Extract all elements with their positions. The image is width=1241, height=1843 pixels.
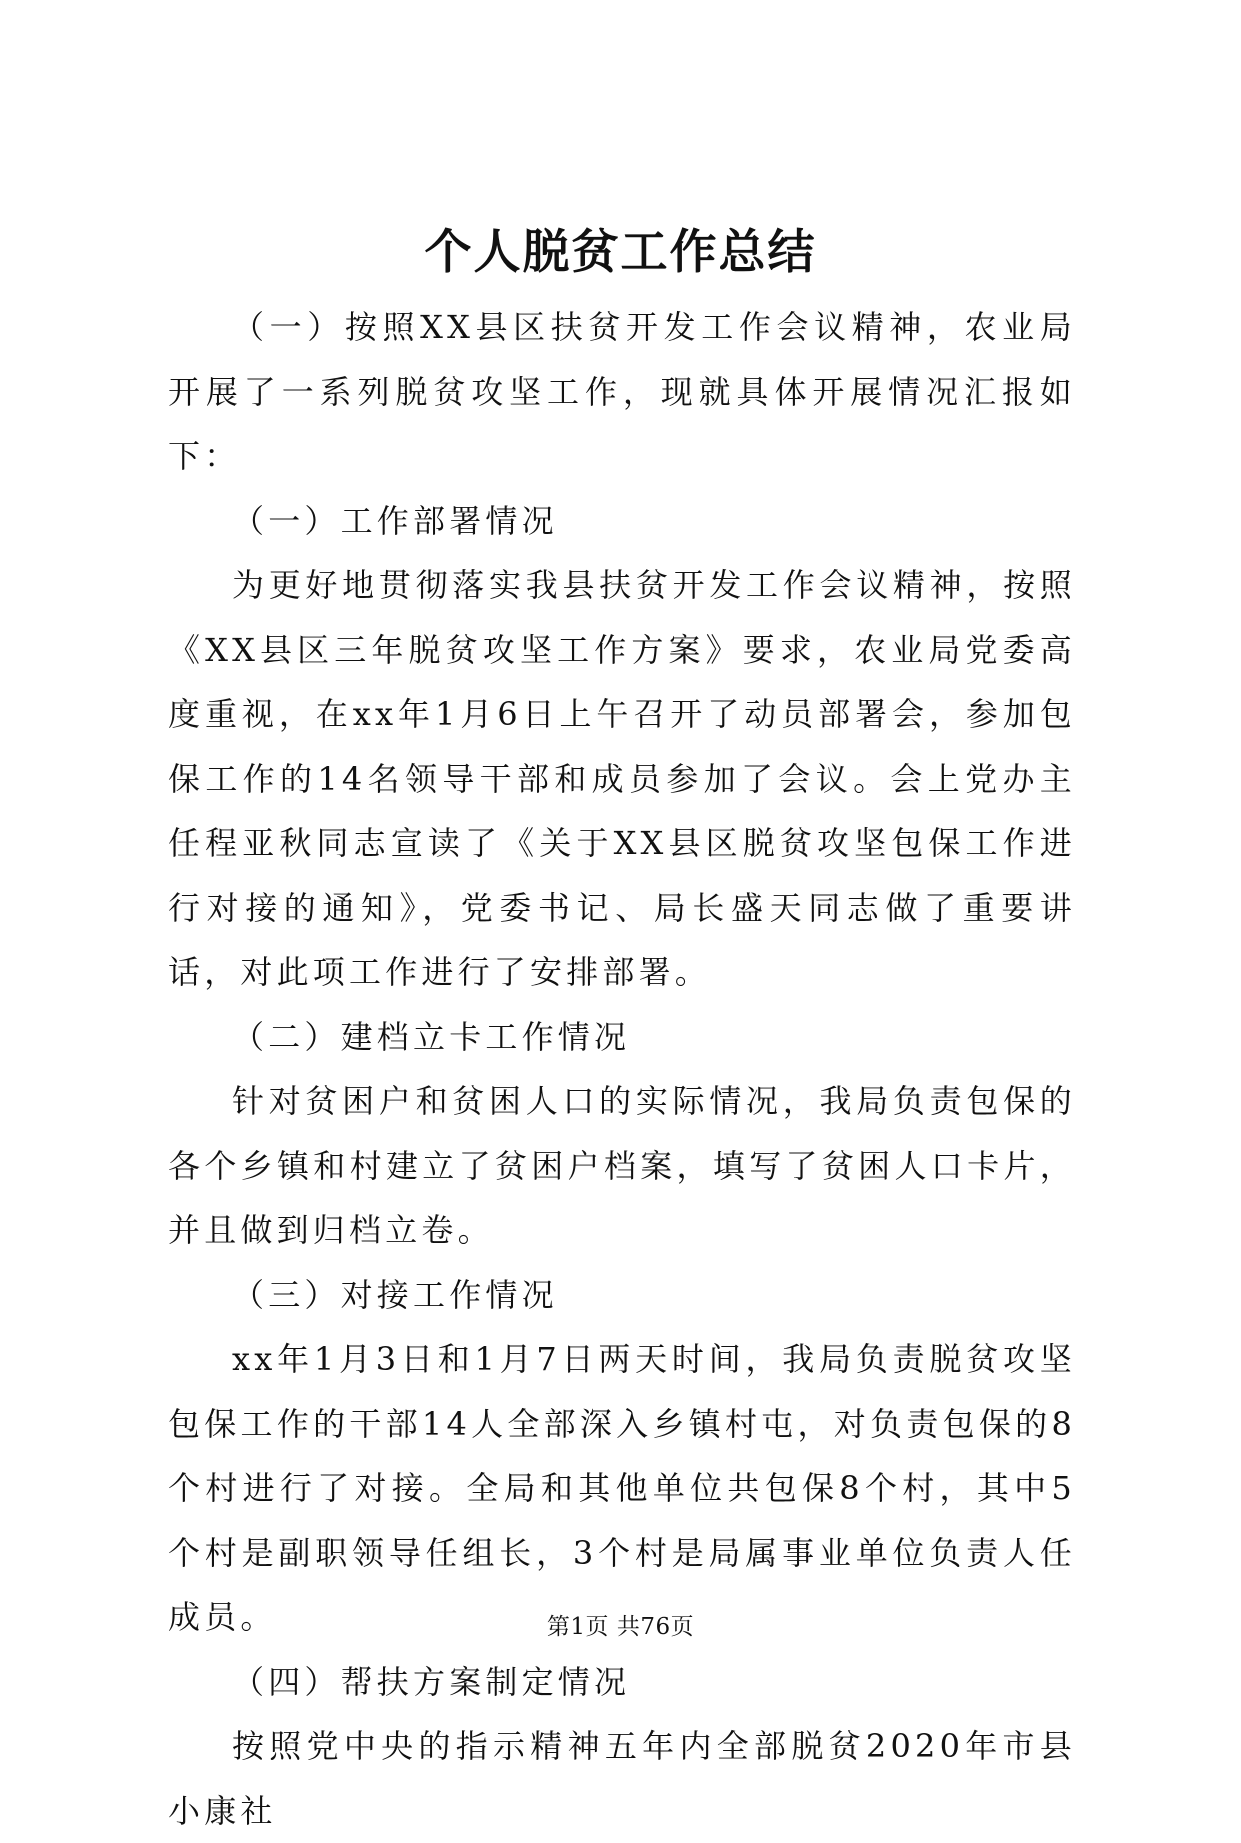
section-heading-plan: （四）帮扶方案制定情况: [232, 1662, 631, 1701]
docking-paragraph: xx年1月3日和1月7日两天时间，我局负责脱贫攻坚包保工作的干部14人全部深入乡镇村屯，对负责包保的8个村进行了对接。全局和其他单位共包保8个村，其中5个村是副职领导任组长，3个村是局属事业单位负责人任成员。: [168, 1340, 1076, 1636]
intro-paragraph: （一）按照XX县区扶贫开发工作会议精神，农业局开展了一系列脱贫攻坚工作，现就具体开展情况汇报如下：: [168, 308, 1076, 475]
page-footer: 第1页 共76页: [546, 1614, 695, 1640]
plan-paragraph: 按照党中央的指示精神五年内全部脱贫2020年市县小康社: [168, 1727, 1076, 1830]
section-heading-docking: （三）对接工作情况: [232, 1275, 558, 1314]
document-title: 个人脱贫工作总结: [424, 225, 817, 280]
document-body: [168, 295, 1076, 1843]
archive-paragraph: 针对贫困户和贫困人口的实际情况，我局负责包保的各个乡镇和村建立了贫困户档案，填写了贫困人口卡片，并且做到归档立卷。: [168, 1082, 1076, 1249]
section-heading-archive: （二）建档立卡工作情况: [232, 1017, 631, 1056]
deployment-paragraph: 为更好地贯彻落实我县扶贫开发工作会议精神，按照《XX县区三年脱贫攻坚工作方案》要求，农业局党委高度重视，在xx年1月6日上午召开了动员部署会，参加包保工作的14名领导干部和成员参加了会议。会上党办主任程亚秋同志宣读了《关于XX县区脱贫攻坚包保工作进行对接的通知》，党委书记、局长盛天同志做了重要讲话，对此项工作进行了安排部署。: [168, 566, 1076, 991]
section-heading-deployment: （一）工作部署情况: [232, 501, 558, 540]
